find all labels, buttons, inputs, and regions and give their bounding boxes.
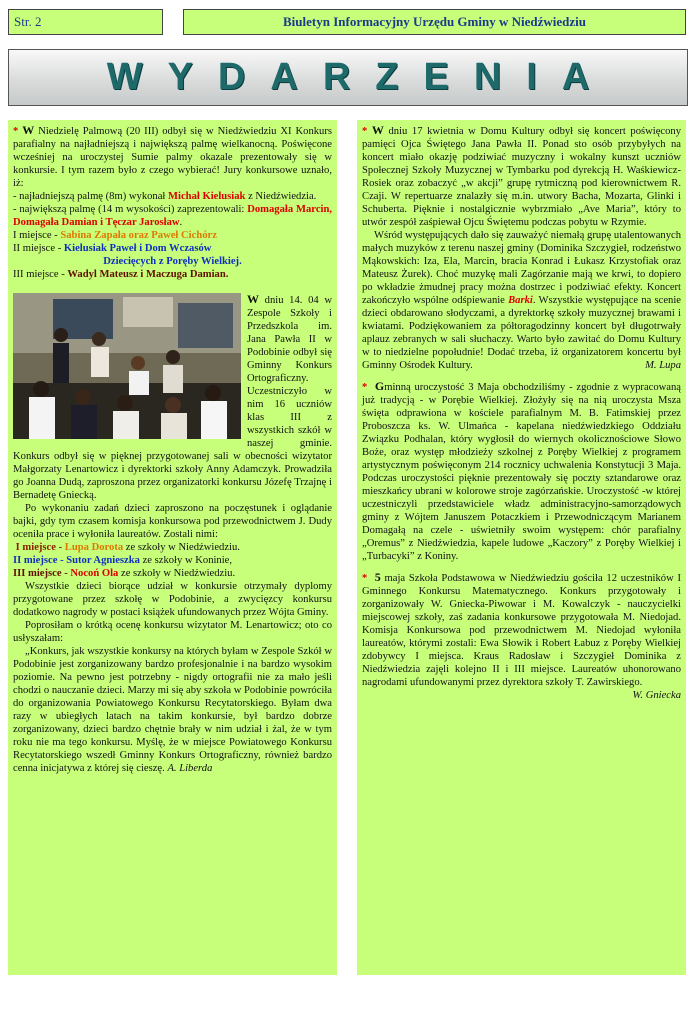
winner-name: Sutor Agnieszka <box>66 555 140 566</box>
winner-name: Michał Kielusiak <box>168 191 246 202</box>
drop-letter: W <box>247 292 259 306</box>
section-title: WYDARZENIA <box>106 56 615 98</box>
drop-letter: 5 <box>374 570 381 584</box>
article-text: minną uroczystość 3 Maja obchodziliśmy - zgodnie z wypracowaną już tradycją - w Porębie Wielkiej. Złożyły się na nią uroczysta Msza święta odprawiona w kościele parafialnym M. B. Fatimskiej przez Proboszcza ks. W. Ulmańca - kapelana niedźwiedzkiego Oddziału Związku Podhalan, który wygłosił do wiernych okolicznościowe Słowo Boże, oraz występ młodzieży szkolnej z Poręby Wielkiej z programem artystycznym poświęconym 214 rocznicy uchwalenia Konstytucji 3 Maja. Podczas uroczystości pięknie prezentowały się poczty sztandarowe oraz mieszkańcy ubrani w kolorowe stroje zagórzańskie. Uroczystość -w której uczestniczyli przedstawiciele władz administracyjno-samorządowych gminy z Wójtem Januszem Potaczkiem i Przewodniczącym Marianem Domagałą na czele - uświetniły swoim występem: chór parafialny „Oremus” z Niedźwiedzia, kapele ludowe „Kaczory” z Poręby Wielkiej i „Turbacyki” z Koniny. <box>362 382 682 562</box>
bullet-asterisk: * <box>362 573 375 584</box>
result-line <box>13 541 332 554</box>
article-paragraph <box>13 645 332 775</box>
article-text: Wszystkie dzieci biorące udział w konkursie otrzymały dyplomy przygotowane przez szkołę w Podobinie, a zwycięzcy konkursu dodatkowo nagrody w postaci książek ufundowanych przez Wójta Gminy. <box>13 581 332 618</box>
article-text: ze szkoły w Koninie, <box>139 555 233 566</box>
author-signature: M. Lupa <box>645 360 681 371</box>
article-text: - najładniejszą palmę (8m) wykonał <box>13 191 169 202</box>
drop-letter: W <box>371 123 384 137</box>
place-label: II miejsce - <box>13 243 64 254</box>
place-label: I miejsce - <box>13 230 61 241</box>
result-line <box>13 567 332 580</box>
article-text: ze szkoły w Niedźwiedziu. <box>118 568 236 579</box>
page-number: Str. 2 <box>8 9 163 35</box>
result-line <box>13 190 332 203</box>
article-text: dniu 14. 04 w Zespole Szkoły i Przedszkola im. Jana Pawła II w Podobinie odbył się Gminny Konkurs Ortograficzny. Uczestniczyło w nim 16 uczniów klas III z wszystkich szkół w naszej gminie. Konkurs odbył się w pięknej przygotowanej sali w obecności wizytator Małgorzaty Lenartowicz i dyrektorki szkoły Anny Adamczyk. Prowadziła go Joanna Dudą, zaproszona przez organizatorki konkursu Józefę Trzajnę i Bernadetę Gniecką. <box>13 295 332 501</box>
article-text: - największą palmę (14 m wysokości) zaprezentowali: <box>13 204 248 215</box>
place-label: I miejsce - <box>15 542 65 553</box>
bulletin-title: Biuletyn Informacyjny Urzędu Gminy w Niedźwiedziu <box>183 9 686 35</box>
result-line <box>13 554 332 567</box>
bullet-asterisk: * <box>13 126 23 137</box>
place-label: III miejsce - <box>13 269 68 280</box>
winner-name: Wadyl Mateusz i Maczuga Damian. <box>67 269 229 280</box>
left-column <box>8 120 337 975</box>
article-paragraph <box>13 502 332 541</box>
winner-name: Domagała Marcin, Domagała Damian i Tęczar Jarosław <box>13 204 332 228</box>
result-line <box>13 242 332 255</box>
drop-letter: G <box>374 379 385 393</box>
math-contest-article <box>362 570 681 701</box>
winner-name: Nocoń Ola <box>70 568 119 579</box>
article-paragraph <box>362 229 681 372</box>
article-text: . Wszystkie występujące na scenie dzieci obdarowano słodyczami, a dyrektorkę szkoły muzycznej brawami i kwiatami. Podziękowaniem za półtoragodzinny koncert był długotrwały aplauz zebranych w sali słuchaczy. Warto było zawitać do Domu Kultury w to niedzielne popołudnie! Dodać trzeba, iż organizatorem koncertu był Gminny Ośrodek Kultury. <box>362 295 681 371</box>
article-text: Wśród występujących dało się zauważyć niemałą grupę utalentowanych małych muzyków z terenu naszej gminy (Dominika Szczygieł, rodzeństwo Mąkowskich: Iza, Ela, Marcin, bracia Konrad i Łukasz Krzystofiak oraz Mateusz Żurek). Choć muzykę mali Zagórzanie mają we krwi, to dopiero po wkładzie żmudnej pracy można dostrzec i podziwiać efekty. Koncert zakończyło wspólne odśpiewanie <box>362 230 681 306</box>
author-signature: A. Liberda <box>167 763 213 774</box>
author-signature: W. Gniecka <box>632 690 681 701</box>
drop-letter: W <box>22 123 35 137</box>
article-text: maja Szkoła Podstawowa w Niedźwiedziu gościła 12 uczestników I Gminnego Konkursu Matematycznego. Konkurs przygotowały i zorganizowały W. Gniecka-Piwowar i M. Kowalczyk - nauczycielki miejscowej szkoły, zaś zadania konkursowe przygotowała M. Niedojad. Komisja Konkursowa pod przewodnictwem M. Niedojad wyłoniła laureatów, którymi zostali: Ewa Słowik i Robert Łabuz z Poręby Wielkiej zdobywcy I miejsca. Kraus Radosław i Szczygieł Dominika z Niedźwiedzia zajęli kolejno II i III miejsce. Laureatów uhonorowano nagrodami ufundowanymi przez dyrektora szkoły T. Zawirskiego. <box>362 573 681 688</box>
winner-name: Lupa Dorota <box>64 542 124 553</box>
article-text: Po wykonaniu zadań dzieci zaproszono na poczęstunek i oglądanie bajki, gdy tym czasem komisja konkursowa pod przewodnictwem J. Dudy oceniła prace i wyłoniła laureatów. Zostali nimi: <box>13 503 332 540</box>
place-label: III miejsce - <box>13 568 71 579</box>
result-line <box>13 229 332 242</box>
article-paragraph <box>13 580 332 619</box>
bullet-asterisk: * <box>362 382 375 393</box>
quote-text: „Konkurs, jak wszystkie konkursy na których byłam w Zespole Szkół w Podobinie jest zorganizowany bardzo profesjonalnie i na bardzo wysokim poziomie. Na pewno jest potrzebny - nigdy ortografii nie za mało jeśli chodzi o nauczanie dzieci. Marzy mi się aby szkoła w Podobinie powróciła do organizowania Powiatowego Konkursu Recytatorskiego. Byłam dwa razy w ubiegłych latach na takim konkursie, był bardzo dobrze zorganizowany, dzieci bardzo chętnie brały w nim udział i żal, że w tym roku nie ma tego konkursu. Myślę, że w miejsce Powiatowego Konkursu Recytatorskiego wszedł Gminny Konkurs Ortograficzny, również bardzo cenna inicjatywa z której się cieszę. <box>13 646 332 774</box>
article-text: Niedzielę Palmową (20 III) odbył się w Niedźwiedziu XI Konkurs parafialny na najładniejszą i największą palmę wielkanocną. Poświęcone wcześniej na uroczystej Sumie palmy okazale prezentowały się w konkursie. I tym razem było z czego wybierać! Jury konkursowe uznało, iż: <box>13 126 332 189</box>
bullet-asterisk: * <box>362 126 372 137</box>
result-line <box>13 255 332 268</box>
article-text: dniu 17 kwietnia w Domu Kultury odbył się koncert poświęcony pamięci Ojca Świętego Jana Pawła II. Ponad sto osób przybyłych na koncert miało okazję podziwiać muzyczny i wokalny kunszt uczniów Społecznej Szkoły Muzycznej w Tymbarku pod dyrekcją H. Waśkiewicz-Rosiek oraz zobaczyć „w akcji” grupę rytmiczną pod kierownictwem R. Czaji. W repertuarze znalazły się m.in. utwory Bacha, Mozarta, Glinki i Schuberta. Pięknie i nostalgicznie wybrzmiało „Ave Maria”, który to utwór zespół zaśpiewał Ojcu Świętemu podczas pobytu w Rzymie. <box>362 126 682 228</box>
article-paragraph <box>13 619 332 645</box>
winner-name: Sabina Zapała oraz Paweł Cichórz <box>60 230 217 241</box>
winner-name: Dziecięcych z Poręby Wielkiej. <box>103 256 242 267</box>
article-text: z Niedźwiedzia. <box>245 191 317 202</box>
concert-article <box>362 124 681 229</box>
result-line <box>13 268 332 281</box>
contest-photo <box>13 293 241 439</box>
palm-sunday-article <box>13 124 332 190</box>
winner-name: Kielusiak Paweł i Dom Wczasów <box>63 243 212 254</box>
place-label: II miejsce - <box>13 555 67 566</box>
article-text: Poprosiłam o krótką ocenę konkursu wizytator M. Lenartowicz; oto co usłyszałam: <box>13 620 332 644</box>
article-text: ze szkoły w Niedźwiedziu. <box>123 542 240 553</box>
result-line: - największą palmę (14 m wysokości) zaprezentowali: Domagała Marcin, Domagała Damian i Tęczar Jarosław. <box>13 204 332 228</box>
song-title: Barki <box>508 295 533 306</box>
may-third-article <box>362 380 681 563</box>
right-column <box>357 120 686 975</box>
section-banner <box>8 49 688 106</box>
